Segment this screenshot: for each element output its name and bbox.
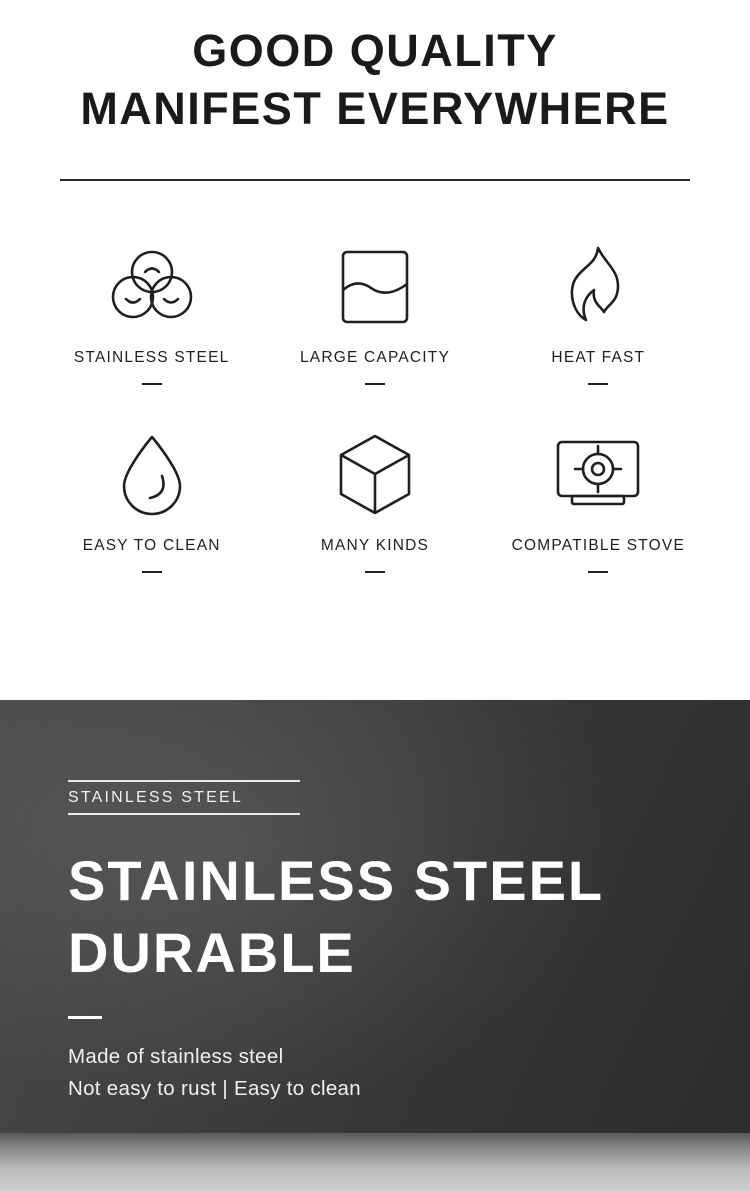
stainless-steel-banner	[0, 700, 750, 1191]
induction-stove-icon	[552, 427, 644, 523]
banner-subtext	[68, 1041, 750, 1105]
headline-line-1: GOOD QUALITY	[192, 25, 558, 76]
banner-title-line-1: STAINLESS STEEL	[68, 849, 605, 912]
feature-label: HEAT FAST	[551, 349, 646, 367]
feature-label: STAINLESS STEEL	[73, 349, 230, 367]
feature-dash	[365, 571, 385, 573]
feature-dash	[588, 383, 608, 385]
feature-dash	[365, 383, 385, 385]
banner-title	[68, 845, 750, 988]
flame-icon	[561, 239, 635, 335]
feature-item	[487, 427, 710, 573]
feature-label: EASY TO CLEAN	[82, 537, 221, 555]
three-pots-icon	[108, 239, 196, 335]
feature-dash	[588, 571, 608, 573]
feature-label: MANY KINDS	[320, 537, 430, 555]
feature-item	[40, 239, 263, 385]
banner-sub-line-1: Made of stainless steel	[68, 1045, 284, 1069]
feature-item	[263, 427, 486, 573]
header-divider	[60, 179, 690, 181]
feature-item	[487, 239, 710, 385]
feature-item	[263, 239, 486, 385]
feature-label: COMPATIBLE STOVE	[511, 537, 685, 555]
feature-item	[40, 427, 263, 573]
feature-label: LARGE CAPACITY	[299, 349, 450, 367]
cube-icon	[335, 427, 415, 523]
banner-eyebrow: STAINLESS STEEL	[68, 780, 257, 815]
headline-line-2: MANIFEST EVERYWHERE	[80, 82, 670, 134]
banner-rule	[68, 1016, 102, 1019]
feature-dash	[142, 383, 162, 385]
page-title	[0, 22, 750, 137]
water-level-pot-icon	[337, 239, 413, 335]
feature-dash	[142, 571, 162, 573]
water-drop-icon	[116, 427, 188, 523]
banner-sub-line-2: Not easy to rust | Easy to clean	[68, 1077, 361, 1101]
feature-grid	[0, 239, 750, 573]
banner-title-line-2: DURABLE	[68, 920, 356, 984]
